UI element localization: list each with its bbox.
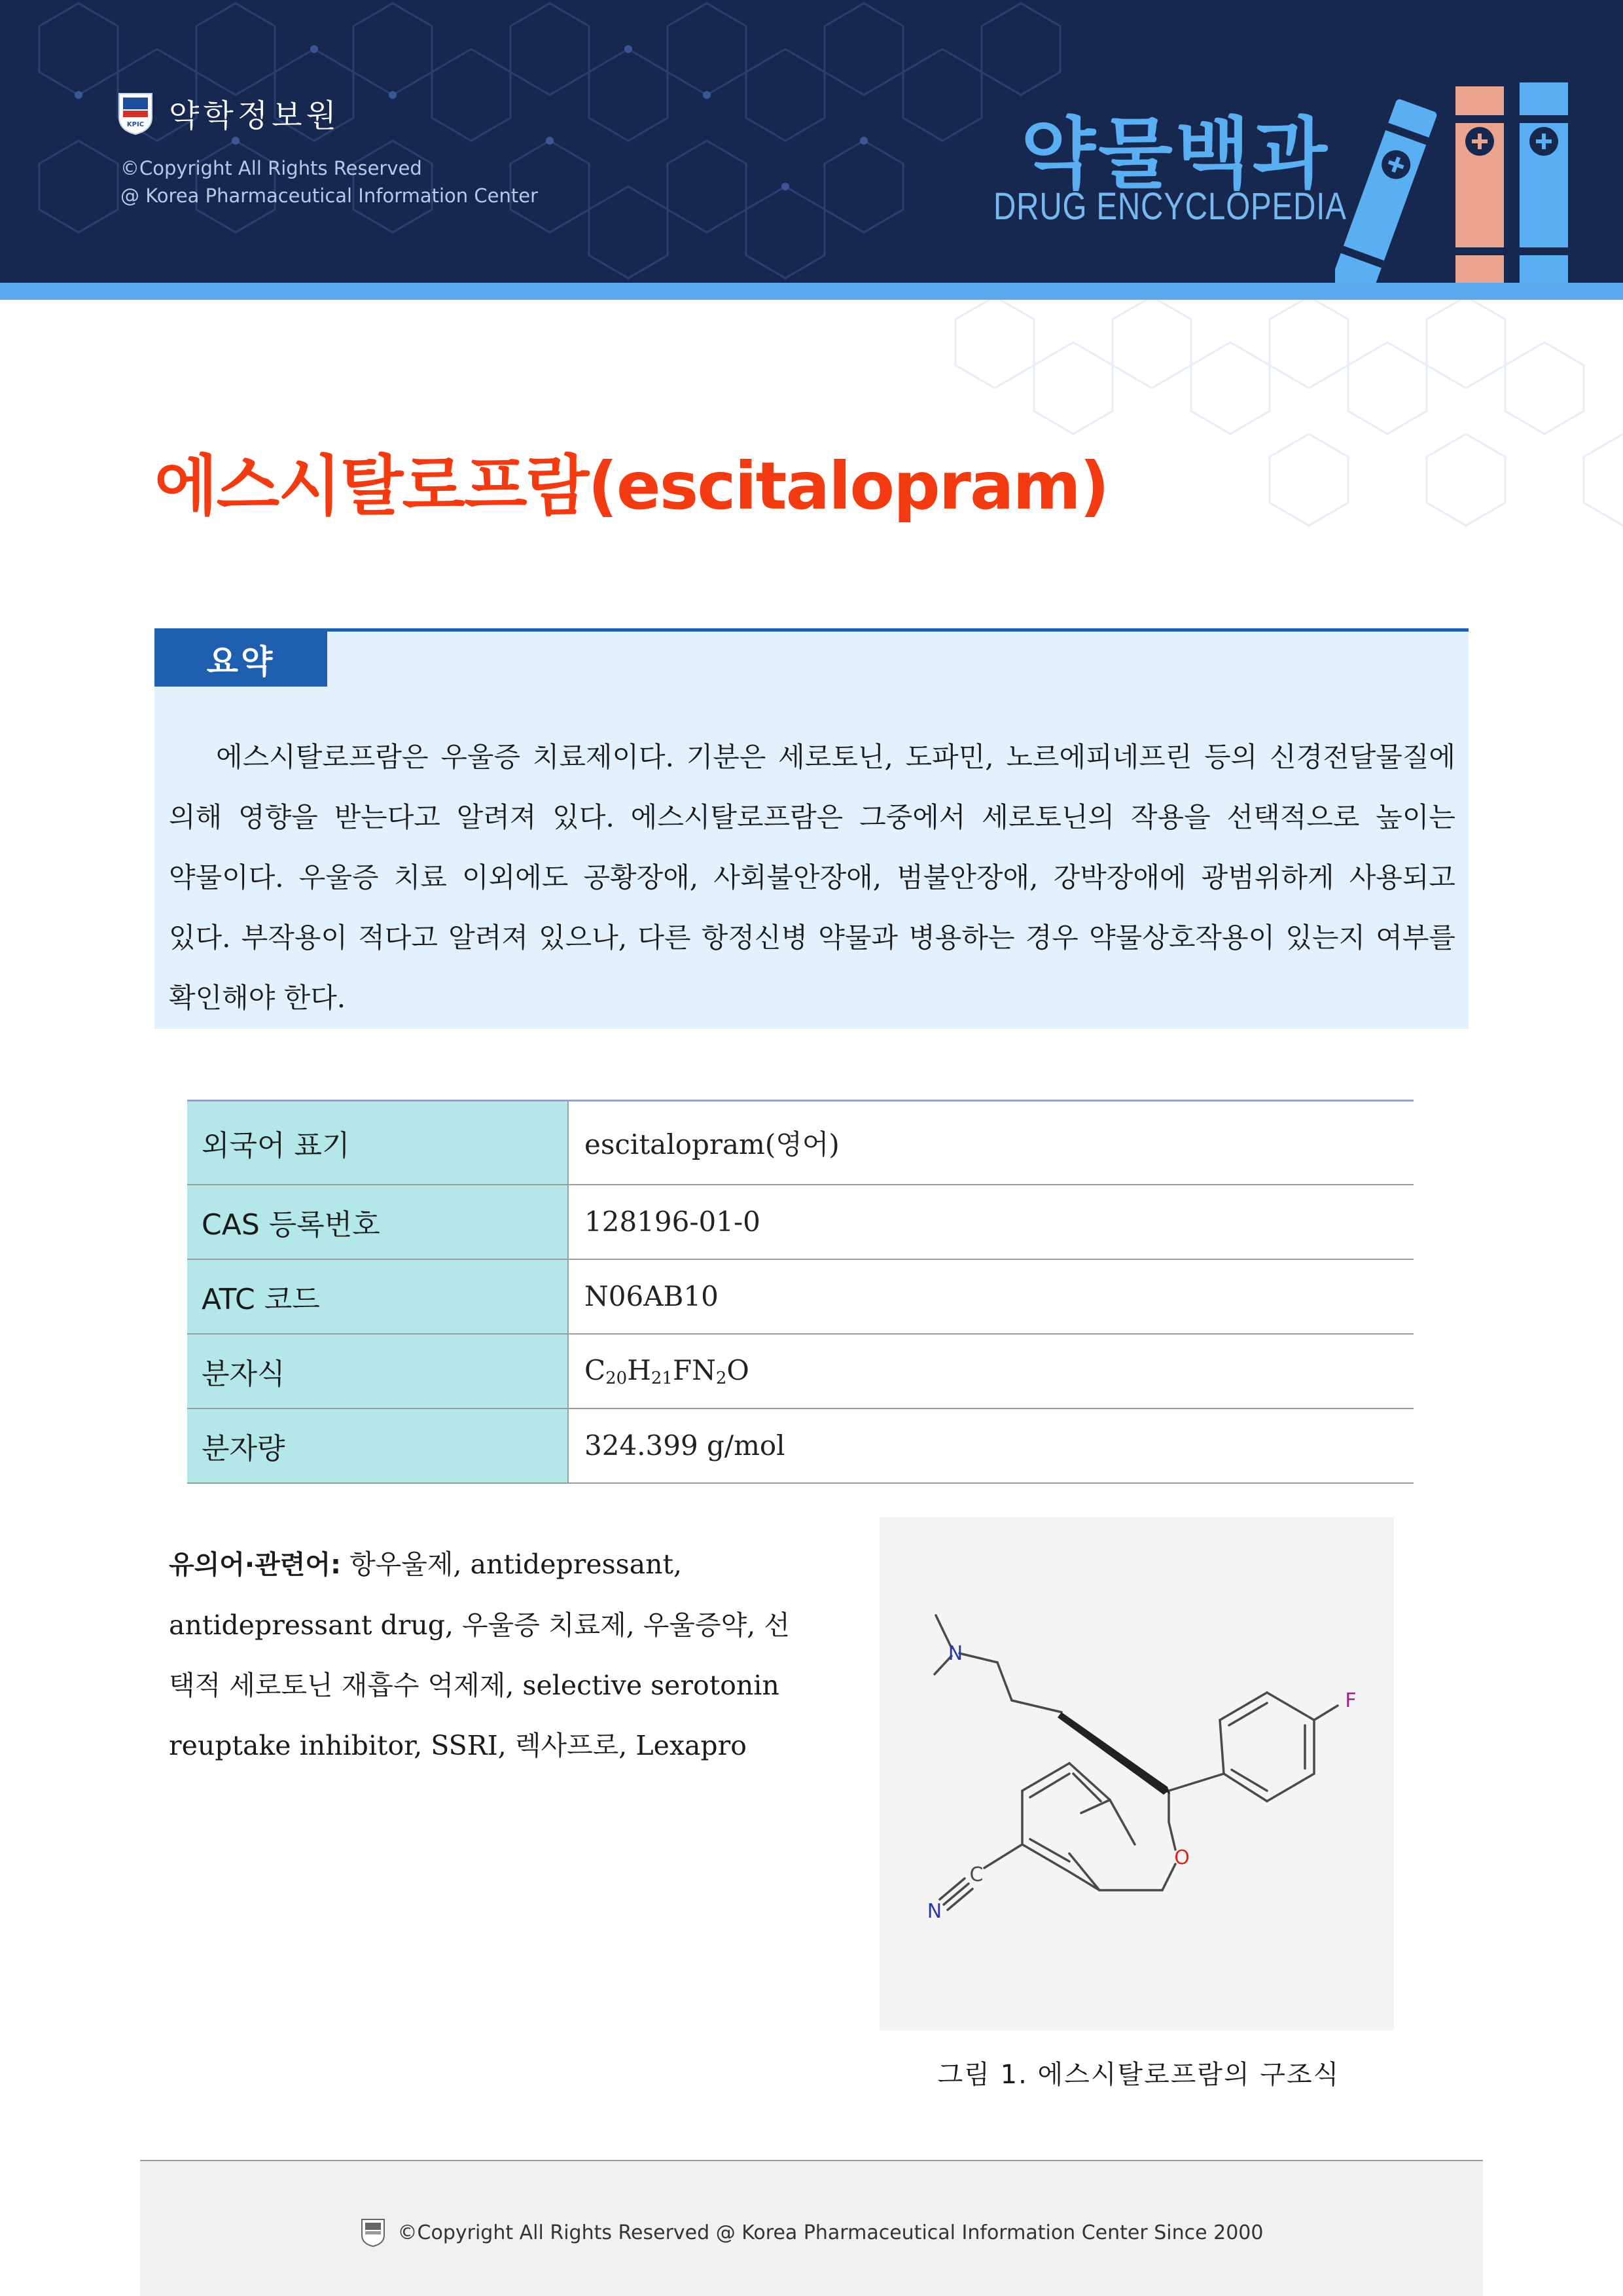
atom-n-nitrile-label: N xyxy=(927,1900,942,1923)
page-header xyxy=(0,0,1623,283)
header-copyright-line1: ©Copyright All Rights Reserved xyxy=(120,157,422,179)
footer-copyright: ©Copyright All Rights Reserved @ Korea Pharmaceutical Information Center Since 2000 xyxy=(397,2221,1264,2244)
atc-value: N06AB10 xyxy=(568,1259,1414,1334)
synonyms-paragraph xyxy=(169,1534,800,1776)
summary-box xyxy=(154,628,1469,1029)
footer-content xyxy=(140,2217,1483,2248)
header-stripe xyxy=(0,283,1623,300)
table-row xyxy=(187,1408,1414,1483)
kpic-shield-logo xyxy=(116,91,154,135)
page-footer xyxy=(140,2160,1483,2296)
organization-brand[interactable] xyxy=(116,90,340,135)
formula-o: O xyxy=(726,1354,749,1386)
synonyms-label: 유의어·관련어: xyxy=(169,1550,342,1580)
figure-caption: 그림 1. 에스시탈로프람의 구조식 xyxy=(937,2060,1340,2090)
page-title: 에스시탈로프람(escitalopram) xyxy=(154,448,1109,524)
atom-o-label: O xyxy=(1174,1846,1190,1869)
formula-value xyxy=(568,1334,1414,1408)
formula-c: C xyxy=(584,1354,606,1386)
organization-name: 약학정보원 xyxy=(169,98,340,134)
table-row xyxy=(187,1101,1414,1185)
formula-n-count: 2 xyxy=(715,1368,727,1388)
formula-fn: FN xyxy=(672,1354,716,1386)
logo-text: KPIC xyxy=(126,120,145,128)
atom-f-label: F xyxy=(1345,1689,1357,1712)
formula-h-count: 21 xyxy=(651,1368,673,1388)
header-copyright-line2: @ Korea Pharmaceutical Information Center xyxy=(120,185,538,207)
synonyms-text: 항우울제, antidepressant, antidepressant drug, 우울증 치료제, 우울증약, 선택적 세로토닌 재흡수 억제제, selective serotonin reuptake inhibitor, SSRI, 렉사프로, Lexapro xyxy=(169,1549,790,1761)
structure-diagram xyxy=(880,1517,1394,2030)
books-icon xyxy=(1335,79,1584,283)
structure-figure xyxy=(880,1517,1394,2030)
atc-label: ATC 코드 xyxy=(187,1259,568,1334)
kpic-shield-icon xyxy=(360,2217,386,2248)
formula-label: 분자식 xyxy=(187,1334,568,1408)
drug-info-table xyxy=(187,1100,1414,1484)
table-row xyxy=(187,1334,1414,1408)
atom-c-nitrile-label: C xyxy=(969,1863,984,1886)
cas-label: CAS 등록번호 xyxy=(187,1185,568,1259)
foreign-name-value: escitalopram(영어) xyxy=(568,1101,1414,1185)
atom-n-amine-label: N xyxy=(948,1642,963,1665)
summary-text: 에스시탈로프람은 우울증 치료제이다. 기분은 세로토닌, 도파민, 노르에피네프린 등의 신경전달물질에 의해 영향을 받는다고 알려져 있다. 에스시탈로프람은 그중에서 세로토닌의 작용을 선택적으로 높이는 약물이다. 우울증 치료 이외에도 공황장애, 사회불안장애, 범불안장애, 강박장애에 광범위하게 사용되고 있다. 부작용이 적다고 알려져 있으나, 다른 항정신병 약물과 병용하는 경우 약물상호작용이 있는지 여부를 확인해야 한다. xyxy=(169,741,1455,1014)
brand-title: 약물백과 xyxy=(1021,109,1330,199)
table-row xyxy=(187,1259,1414,1334)
mass-label: 분자량 xyxy=(187,1408,568,1483)
mass-value: 324.399 g/mol xyxy=(568,1408,1414,1483)
table-row xyxy=(187,1185,1414,1259)
header-copyright xyxy=(120,154,538,209)
formula-h: H xyxy=(627,1354,651,1386)
cas-value: 128196-01-0 xyxy=(568,1185,1414,1259)
formula-c-count: 20 xyxy=(605,1368,628,1388)
summary-label: 요약 xyxy=(154,632,327,687)
foreign-name-label: 외국어 표기 xyxy=(187,1101,568,1185)
brand-subtitle: DRUG ENCYCLOPEDIA xyxy=(993,185,1347,228)
